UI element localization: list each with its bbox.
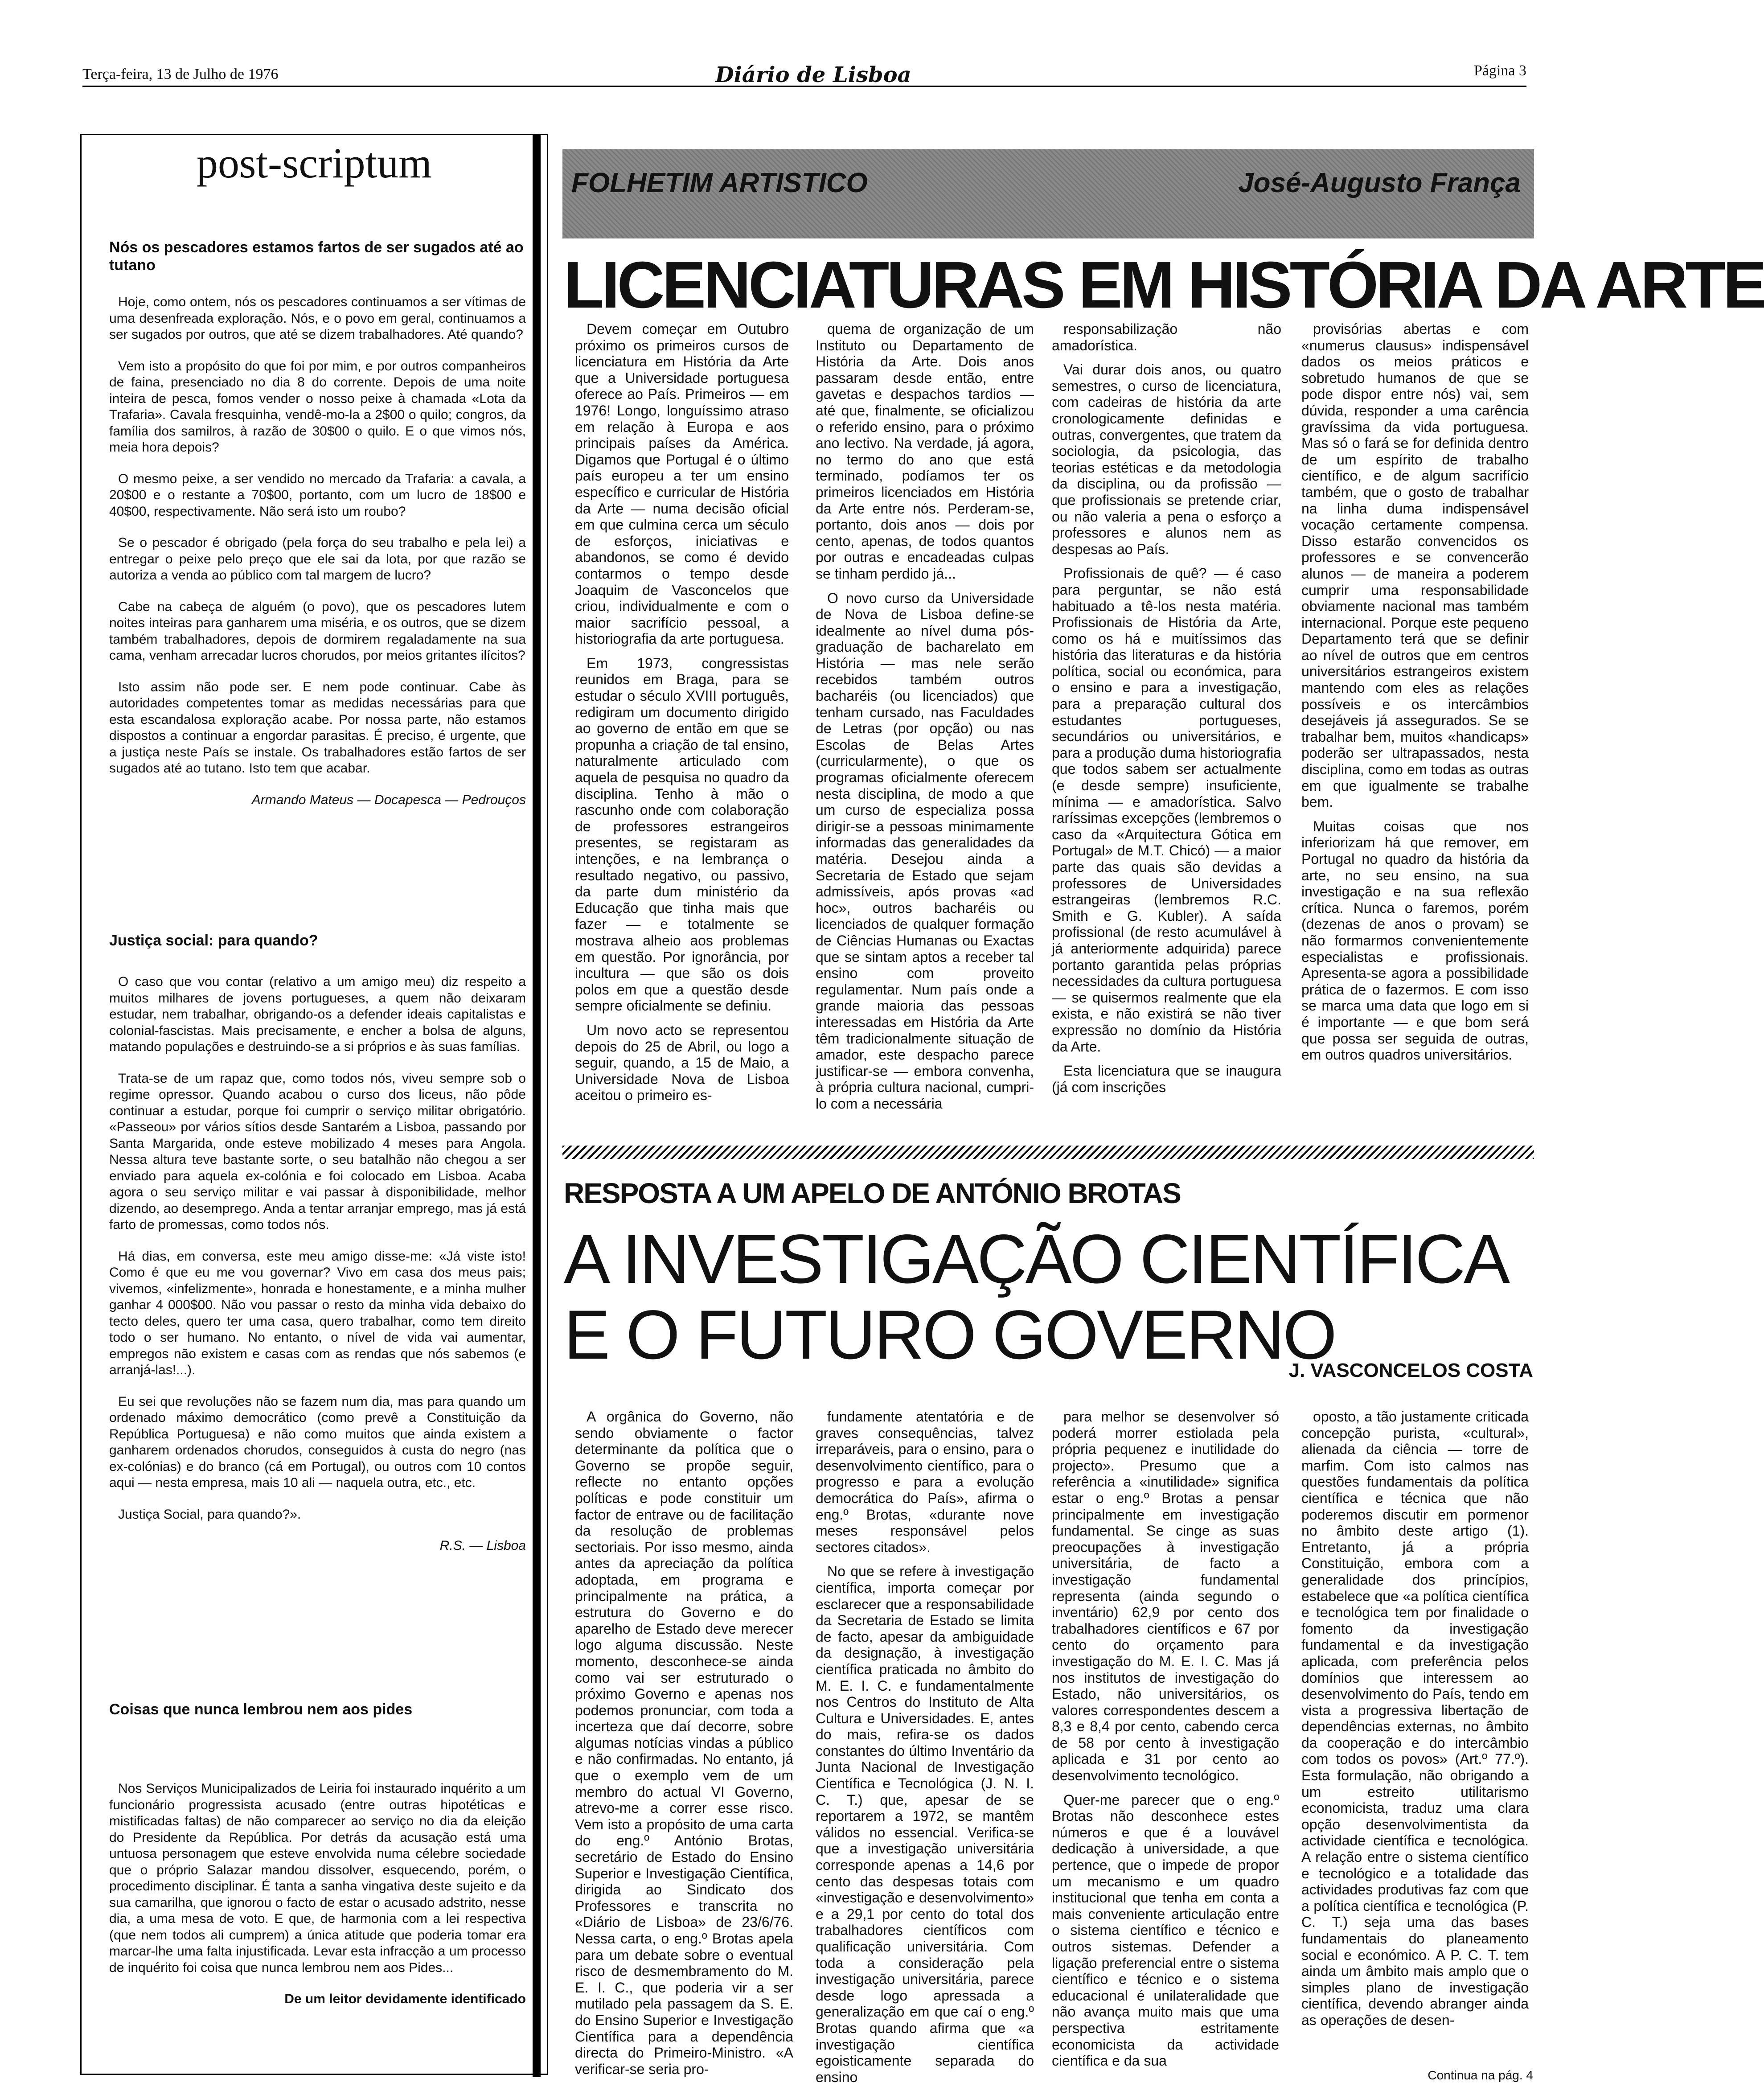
paragraph: A orgânica do Governo, não sendo obviamente o factor determinante da política que o Governo se propõe seguir, reflecte no entanto opções políticas e pode constituir um factor de entrave ou de facilitação da resolução de problemas sectoriais. Por isso mesmo, ainda antes da apreciação da política adoptada, em programa e principalmente na prática, a estrutura do Governo e do aparelho de Estado deve merecer logo alguma discussão. Neste momento, desconhece-se ainda como vai ser estruturado o próximo Governo e apenas nos podemos pronunciar, com toda a incerteza que daí decorre, sobre algumas notícias vindas a público e não confirmadas. No entanto, já que o exemplo vem de um membro do actual VI Governo, atrevo-me a correr esse risco. Vem isto a propósito de uma carta do eng.º António Brotas, secretário de Estado do Ensino Superior e Investigação Científica, dirigida ao Sindicato dos Professores e transcrita no «Diário de Lisboa» de 23/6/76. Nessa carta, o eng.º Brotas apela para um debate sobre o eventual risco de desmembramento do M. E. I. C., que poderia vir a ser mutilado pela passagem da S. E. do Ensino Superior e Investigação Científica para a dependência directa do Primeiro-Ministro. «A verificar-se seria pro- bbox=[575, 1409, 793, 2077]
paragraph: Em 1973, congressistas reunidos em Braga, para se estudar o século XVIII português, redigiram um documento dirigido ao governo de então em que se propunha a criação de tal ensino, naturalmente articulado com aquela de pesquisa no quadro da disciplina. Tenho à mão o rascunho onde com colaboração de professores estrangeiros presentes, se registaram as intenções, e na lembrança o resultado negativo, ou passivo, da parte dum ministério da Educação que tinha mais que fazer — e totalmente se mostrava alheio aos problemas em questão. Por ignorância, por incultura — que são os dois polos em que a questão desde sempre oficialmente se definiu. bbox=[575, 655, 789, 1014]
letter1-headline: Nós os pescadores estamos fartos de ser sugados até ao tutano bbox=[109, 239, 524, 274]
paragraph: Muitas coisas que nos inferiorizam há que remover, em Portugal no quadro da história da arte, no seu ensino, na sua investigação e na sua reflexão crítica. Nunca o faremos, porém (dezenas de anos o provam) se não formarmos convenientemente especialistas e profissionais. Apresenta-se agora a possibilidade prática de o fazermos. E com isso se marca uma data que logo em si é importante — e que bom será que possa ser seguida de outras, em outros quadros universitários. bbox=[1301, 818, 1529, 1063]
folhetim-column-1 bbox=[575, 321, 789, 1112]
folhetim-label: FOLHETIM ARTISTICO bbox=[571, 168, 868, 198]
newspaper-name: Diário de Lisboa bbox=[715, 62, 911, 87]
investigacao-column-4 bbox=[1301, 1409, 1529, 2037]
paragraph: Cabe na cabeça de alguém (o povo), que os pescadores lutem noites inteiras para ganharem uma miséria, e os outros, que se dizem também trabalhadores, depois de dormirem regaladamente na sua cama, venham arrecadar lucros chorudos, por meios gritantes ilícitos? bbox=[109, 599, 526, 663]
paragraph: para melhor se desenvolver só poderá morrer estiolada pela própria pequenez e inutilidade do projecto». Presumo que a referência a «inutilidade» significa estar o eng.º Brotas a pensar principalmente em investigação fundamental. Se cinge as suas preocupações à investigação universitária, de facto a investigação fundamental representa (ainda segundo o inventário) 62,9 por cento dos trabalhadores científicos e 67 por cento do orçamento para investigação do M. E. I. C. Mas já nos institutos de investigação do Estado, não universitários, os valores correspondentes descem a 8,3 e 8,4 por cento, cabendo cerca de 58 por cento à investigação aplicada e 31 por cento ao desenvolvimento tecnológico. bbox=[1052, 1409, 1279, 1784]
paragraph: Quer-me parecer que o eng.º Brotas não desconhece estes números e que é a louvável dedicação à universidade, a que pertence, que o impede de propor um mecanismo e um quadro institucional que tenha em conta a mais conveniente articulação entre o sistema científico e técnico e outros sistemas. Defender a ligação preferencial entre o sistema científico e técnico e o sistema educacional é unilateralidade que não avança muito mais que uma perspectiva estritamente economicista da actividade científica e da sua bbox=[1052, 1791, 1279, 2069]
paragraph: Se o pescador é obrigado (pela força do seu trabalho e pela lei) a entregar o peixe pelo preço que ele sai da lota, por que razão se autoriza a venda ao público com tal margem de lucro? bbox=[109, 535, 526, 583]
paragraph: Um novo acto se representou depois do 25 de Abril, ou logo a seguir, quando, a 15 de Maio, a Universidade Nova de Lisboa aceitou o primeiro es- bbox=[575, 1022, 789, 1104]
section-divider-hatch bbox=[562, 1146, 1534, 1159]
paragraph: oposto, a tão justamente criticada concepção purista, «cultural», alienada da ciência — torre de marfim. Com isto calmos nas questões fundamentais da política científica e técnica que não poderemos discutir em pormenor no âmbito deste artigo (1). Entretanto, já a própria Constituição, embora com a generalidade dos princípios, estabelece que «a política científica e tecnológica tem por finalidade o fomento da investigação fundamental e da investigação aplicada, com preferência pelos domínios que interessem ao desenvolvimento do País, tendo em vista a progressiva libertação de dependências externas, no âmbito da cooperação e do intercâmbio com todos os povos» (Art.º 77.º). Esta formulação, não obrigando a um estreito utilitarismo economicista, traduz uma clara opção desenvolvimentista da actividade científica e tecnológica. A relação entre o sistema científico e tecnológico e a totalidade das actividades produtivas faz com que a política científica e tecnológica (P. C. T.) seja uma das bases fundamentais do planeamento social e económico. A P. C. T. tem ainda um âmbito mais amplo que o simples plano de investigação científica, devendo abranger ainda as operações de desen- bbox=[1301, 1409, 1529, 2028]
investigacao-headline-line2: E O FUTURO GOVERNO bbox=[564, 1296, 1335, 1374]
paragraph: Há dias, em conversa, este meu amigo disse-me: «Já viste isto! Como é que eu me vou governar? Vivo em casa dos meus pais; vivemos, «infelizmente», honrada e honestamente, e a minha mulher ganhar 4 000$00. Não vou passar o resto da minha vida debaixo do tecto deles, quero ter uma casa, quero trabalhar, como tem direito todo o ser humano. No entanto, o nível de vida vai aumentar, empregos não existem e casas com as rendas que nós sabemos (e arranjá-las!...). bbox=[109, 1249, 526, 1377]
paragraph: responsabilização não amadorística. bbox=[1052, 321, 1281, 353]
letter2-headline: Justiça social: para quando? bbox=[109, 932, 318, 949]
paragraph: O novo curso da Universidade de Nova de Lisboa define-se idealmente ao nível duma pós-graduação de bacharelato em História — mas nele serão recebidos também outros bacharéis (ou licenciados) que tenham cursado, nas Faculdades de Letras (por opção) ou nas Escolas de Belas Artes (curricularmente), o que os programas oficialmente oferecem nesta disciplina, de modo a que um curso de especializa possa dirigir-se a pessoas minimamente informadas das generalidades da matéria. Desejou ainda a Secretaria de Estado que sejam admissíveis, após provas «ad hoc», outros bacharéis ou licenciados de qualquer formação de Ciências Humanas ou Exactas que se sintam aptos a receber tal ensino com proveito regulamentar. Num país onde a grande maioria das pessoas interessadas em História da Arte têm tradicionalmente situação de amador, este despacho parece justificar-se — embora convenha, à própria cultura nacional, cumpri-lo com a necessária bbox=[816, 590, 1034, 1112]
paragraph: fundamente atentatória e de graves consequências, talvez irreparáveis, para o ensino, para o desenvolvimento científico, para o progresso e para a evolução democrática do País», afirma o eng.º Brotas, «durante nove meses responsável pelos sectores citados». bbox=[816, 1409, 1034, 1555]
folhetim-banner bbox=[562, 149, 1534, 238]
investigacao-column-2 bbox=[816, 1409, 1034, 2093]
page-number: Página 3 bbox=[1473, 62, 1526, 79]
issue-date: Terça-feira, 13 de Julho de 1976 bbox=[82, 66, 279, 82]
paragraph: O caso que vou contar (relativo a um amigo meu) diz respeito a muitos milhares de jovens portugueses, a quem não deixaram estudar, nem trabalhar, obrigando-os a defender ideais capitalistas e colonial-fascistas. Mais precisamente, e encher a bolsa de alguns, matando populações e destruindo-se a si próprios e às suas famílias. bbox=[109, 974, 526, 1054]
masthead-rule bbox=[82, 86, 1526, 87]
investigacao-column-1 bbox=[575, 1409, 793, 2085]
postscriptum-title: post-scriptum bbox=[197, 139, 432, 187]
paragraph: No que se refere à investigação científica, importa começar por esclarecer que a responsabilidade da Secretaria de Estado se limita de facto, apesar da ambiguidade da designação, à investigação científica praticada no âmbito do M. E. I. C. e fundamentalmente nos Centros do Instituto de Alta Cultura e Universidades. E, antes do mais, refira-se os dados constantes do último Inventário da Junta Nacional de Investigação Científica e Tecnológica (J. N. I. C. T.) que, apesar de se reportarem a 1972, se mantêm válidos no essencial. Verifica-se que a investigação universitária corresponde apenas a 14,6 por cento das despesas totais com «investigação e desenvolvimento» e a 29,1 por cento do total dos trabalhadores científicos com qualificação universitária. Com toda a consideração pela investigação universitária, parece desde logo apressada a generalização em que caí o eng.º Brotas quando afirma que «a investigação científica egoisticamente separada do ensino bbox=[816, 1563, 1034, 2085]
paragraph: Vem isto a propósito do que foi por mim, e por outros companheiros de faina, presenciado no dia 8 do corrente. Depois de uma noite inteira de pesca, fomos vender o nosso peixe à chamada «Lota da Trafaria». Cavala fresquinha, vendê-mo-la a 2$00 o quilo; congros, da família dos samilros, à razão de 30$00 o quilo. E o que vimos nós, meia hora depois? bbox=[109, 358, 526, 455]
paragraph: quema de organização de um Instituto ou Departamento de História da Arte. Dois anos passaram desde então, entre gavetas e despachos tardios — até que, finalmente, se oficializou o referido ensino, para o próximo ano lectivo. Na verdade, já agora, no termo do ano que está terminado, podíamos ter os primeiros licenciados em História da Arte entre nós. Perderam-se, portanto, dois anos — dois por cento, apenas, de todos quantos por outras e encadeadas culpas se tinham perdido já... bbox=[816, 321, 1034, 582]
letter1-signature: Armando Mateus — Docapesca — Pedrouços bbox=[251, 792, 526, 807]
paragraph: O mesmo peixe, a ser vendido no mercado da Trafaria: a cavala, a 20$00 e o restante a 70$00, portanto, com um lucro de 18$00 e 40$00, respectivamente. Não será isto um roubo? bbox=[109, 471, 526, 519]
paragraph: Nos Serviços Municipalizados de Leiria foi instaurado inquérito a um funcionário progressista acusado (entre outras hipotéticas e mistificadas faltas) de não comparecer ao serviço no dia da eleição do Presidente da República. Por detrás da acusação está uma untuosa personagem que esteve envolvida numa célebre sociedade que o próprio Salazar mandou dissolver, esquecendo, porém, o procedimento disciplinar. É tanta a sanha vingativa deste sujeito e da sua camarilha, que ignorou o facto de estar o acusado adstrito, nesse dia, a uma mesa de voto. E que, de harmonia com a lei respectiva (que nem todos ali cumprem) a única atitude que poderia tomar era marcar-lhe uma falta injustificada. Levar esta infracção a um processo de inquérito foi coisa que nunca lembrou nem aos Pides... bbox=[109, 1781, 526, 1975]
folhetim-author: José-Augusto França bbox=[1238, 168, 1521, 198]
paragraph: Vai durar dois anos, ou quatro semestres, o curso de licenciatura, com cadeiras de história da arte cronologicamente definidas e outras, convergentes, que tratem da sociologia, da psicologia, das teorias estéticas e da metodologia da disciplina, ou da profissão — que profissionais se pretende criar, ou não valeria a pena o esforço a professores e alunos nem as despesas ao País. bbox=[1052, 361, 1281, 557]
letter2-signature: R.S. — Lisboa bbox=[439, 1538, 526, 1553]
paragraph: Isto assim não pode ser. E nem pode continuar. Cabe às autoridades competentes tomar as medidas necessárias para que esta escandalosa exploração acabe. Por nossa parte, não estamos dispostos a continuar a engordar parasitas. É preciso, é urgente, que a justiça neste País se instale. Os trabalhadores estão fartos de ser sugados até ao tutano. Isto tem que acabar. bbox=[109, 679, 526, 776]
continuation-note: Continua na pág. 4 bbox=[1428, 2068, 1533, 2082]
paragraph: Profissionais de quê? — é caso para perguntar, se não está habituado a tê-los nesta matéria. Profissionais de História da Arte, como os há e muitíssimos das história das literaturas e da história política, social ou económica, para o ensino e para a investigação, para a preparação cultural dos estudantes portugueses, secundários ou universitários, e para a produção duma historiografia que todos sabem ser actualmente (e desde sempre) insuficiente, mínima — e amadorística. Salvo raríssimas excepções (lembremos o caso da «Arquitectura Gótica em Portugal» de M.T. Chicó) — a maior parte das quais são devidas a professores de Universidades estrangeiras (lembremos R.C. Smith e G. Kubler). A saída profissional (de resto acumulável à já anteriormente adquirida) parece portanto garantida pelas próprias necessidades da cultura portuguesa — se quisermos realmente que ela exista, e não existirá se não tiver expressão no domínio da História da Arte. bbox=[1052, 565, 1281, 1055]
paragraph: provisórias abertas e com «numerus clausus» indispensável dados os meios práticos e sobretudo humanos de que se pode dispor entre nós) vai, sem dúvida, responder a uma carência gravíssima da vida portuguesa. Mas só o fará se for definida dentro de um espírito de trabalho científico, e de algum sacrifício também, que o gosto de trabalhar na linha duma indispensável vocação certamente compensa. Disso estarão convencidos os professores e se convencerão alunos — de maneira a poderem cumprir uma responsabilidade obviamente nacional mas também internacional. Porque este pequeno Departamento terá que se definir ao nível de outros que em centros universitários estrangeiros existem mantendo com eles as relações possíveis e os intercâmbios desejáveis já assegurados. Se se trabalhar bem, muitos «handicaps» poderão ser ultrapassados, nesta disciplina, como em todas as outras em que igualmente se trabalhe bem. bbox=[1301, 321, 1529, 810]
folhetim-column-4 bbox=[1301, 321, 1529, 1071]
paragraph: Hoje, como ontem, nós os pescadores continuamos a ser vítimas de uma desenfreada exploração. Nós, e o povo em geral, continuamos a ser sugados por outros, que até se dizem trabalhadores. Até quando? bbox=[109, 295, 526, 342]
folhetim-headline: LICENCIATURAS EM HISTÓRIA DA ARTE bbox=[564, 248, 1764, 322]
paragraph: Trata-se de um rapaz que, como todos nós, viveu sempre sob o regime opressor. Quando acabou o curso dos liceus, não pôde continuar a estudar, porque foi cumprir o serviço militar obrigatório. «Passeou» por vários sítios desde Santarém a Lisboa, passando por Santa Margarida, onde esteve mobilizado 4 meses para Angola. Nessa altura teve bastante sorte, o seu batalhão não chegou a ser enviado para aquela ex-colónia e foi colocado em Lisboa. Acaba agora o seu serviço militar e vai passar à disponibilidade, melhor dizendo, ao desemprego. Anda a tentar arranjar emprego, mas já está farto de promessas, como todos nós. bbox=[109, 1071, 526, 1232]
investigacao-byline: J. VASCONCELOS COSTA bbox=[1288, 1360, 1533, 1381]
investigacao-kicker: RESPOSTA A UM APELO DE ANTÓNIO BROTAS bbox=[564, 1177, 1181, 1209]
investigacao-column-3 bbox=[1052, 1409, 1279, 2077]
letter1-body bbox=[109, 294, 526, 823]
letter2-body bbox=[109, 974, 526, 1569]
paragraph: Eu sei que revoluções não se fazem num dia, mas para quando um ordenado máximo democrático (como prevê a Constituição da República Portuguesa) e não como muitos que ainda existem a ganharem ordenados chorudos, conseguidos à custa do negro (nas ex-colónias) e do branco (cá em Portugal), ou outros com 10 contos aqui — nesta empresa, mais 10 ali — naquela outra, etc., etc. bbox=[109, 1394, 526, 1490]
paragraph: Devem começar em Outubro próximo os primeiros cursos de licenciatura em História da Arte que a Universidade portuguesa oferece ao País. Primeiros — em 1976! Longo, longuíssimo atraso em relação à Europa e aos principais países da América. Digamos que Portugal é o último país europeu a ter um ensino específico e curricular de História da Arte — numa decisão oficial em que culmina cerca um século de esforços, iniciativas e abandonos, se como é devido contarmos o tempo desde Joaquim de Vasconcelos que criou, individualmente e com o maior sacrifício pessoal, a historiografia da arte portuguesa. bbox=[575, 321, 789, 647]
column-divider bbox=[533, 134, 541, 2077]
letter3-signature: De um leitor devidamente identificado bbox=[284, 1992, 526, 2006]
letter3-body bbox=[109, 1781, 526, 2023]
letter3-headline: Coisas que nunca lembrou nem aos pides bbox=[109, 1701, 413, 1718]
paragraph: Justiça Social, para quando?». bbox=[118, 1507, 301, 1522]
investigacao-headline-line1: A INVESTIGAÇÃO CIENTÍFICA bbox=[564, 1220, 1509, 1298]
paragraph: Esta licenciatura que se inaugura (já com inscrições bbox=[1052, 1063, 1281, 1095]
folhetim-column-2 bbox=[816, 321, 1034, 1120]
folhetim-column-3 bbox=[1052, 321, 1281, 1103]
masthead bbox=[82, 62, 1526, 94]
